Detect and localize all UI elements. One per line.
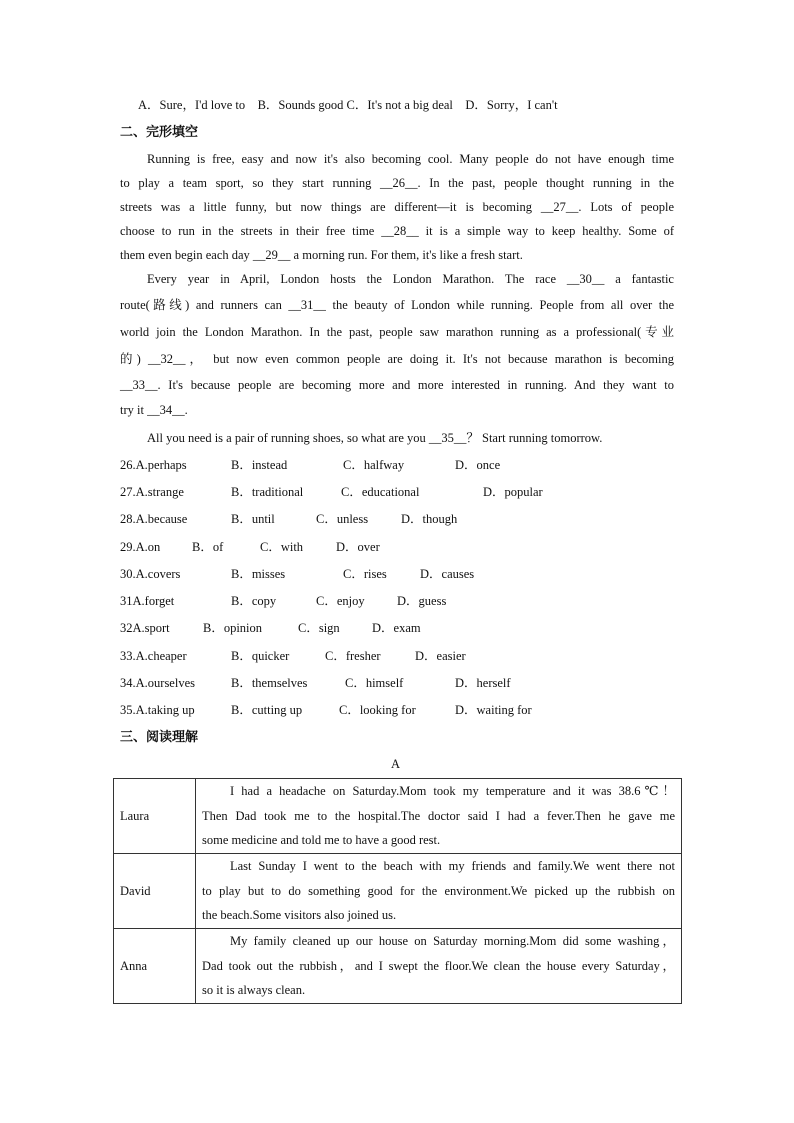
row-text-line: Then Dad took me to the hospital.The doctor said I had a fever.Then he gave me — [202, 808, 675, 823]
row-name: Anna — [114, 929, 196, 1004]
option-b: B．copy — [231, 594, 277, 608]
option-b: B．instead — [231, 458, 288, 472]
option-b: B．cutting up — [231, 703, 303, 717]
option-a: 30.A.covers — [120, 567, 181, 581]
option-c: C．rises — [343, 567, 387, 581]
option-c: C．looking for — [339, 703, 416, 717]
option-c: C．himself — [345, 676, 404, 690]
cloze-line: __33__. It's because people are becoming more and more interested in running. And they want to — [120, 378, 674, 392]
option-d: D．though — [401, 512, 458, 526]
row-text — [196, 854, 682, 929]
row-text-line: to play but to do something good for the environment.We picked up the rubbish on — [202, 883, 675, 898]
passage-label: A — [391, 757, 401, 771]
row-text-line: so it is always clean. — [202, 983, 306, 998]
option-a: 26.A.perhaps — [120, 458, 187, 472]
cloze-line: world join the London Marathon. In the past, people saw marathon running as a professional(专业 — [120, 325, 674, 339]
option-c: C．sign — [298, 621, 340, 635]
option-d: D．causes — [420, 567, 475, 581]
cloze-line: route(路线) and runners can __31__ the beauty of London while running. People from all over the — [120, 298, 674, 312]
section-heading-reading: 三、阅读理解 — [120, 730, 199, 745]
reading-table — [113, 778, 682, 1004]
row-text-line: My family cleaned up our house on Saturday morning.Mom did some washing， — [230, 934, 675, 949]
option-b: B．opinion — [203, 621, 263, 635]
option-b: B．until — [231, 512, 275, 526]
option-a: 33.A.cheaper — [120, 649, 187, 663]
option-b: B．of — [192, 540, 224, 554]
option-d: D．waiting for — [455, 703, 532, 717]
option-c: C．enjoy — [316, 594, 365, 608]
option-a: 34.A.ourselves — [120, 676, 195, 690]
cloze-line: them even begin each day __29__ a morning run. For them, it's like a fresh start. — [120, 248, 523, 262]
cloze-line: All you need is a pair of running shoes, so what are you __35__？ Start running tomorrow. — [147, 431, 603, 445]
table-row — [114, 779, 682, 854]
section-heading-cloze: 二、完形填空 — [120, 125, 199, 140]
row-text-line: some medicine and told me to have a good rest. — [202, 833, 441, 848]
option-d: D．easier — [415, 649, 466, 663]
option-d: D．once — [455, 458, 501, 472]
option-c: C．fresher — [325, 649, 381, 663]
cloze-line: to play a team sport, so they start running __26__. In the past, people thought running in the — [120, 176, 674, 190]
option-c: C．educational — [341, 485, 420, 499]
option-c: C．halfway — [343, 458, 405, 472]
option-a: 31A.forget — [120, 594, 175, 608]
row-text — [196, 779, 682, 854]
row-text-line: Dad took out the rubbish，and I swept the floor.We clean the house every Saturday， — [202, 958, 675, 973]
row-name: David — [114, 854, 196, 929]
option-b: B．traditional — [231, 485, 304, 499]
option-a: 32A.sport — [120, 621, 170, 635]
option-d: D．guess — [397, 594, 447, 608]
option-b: B．quicker — [231, 649, 290, 663]
row-text — [196, 929, 682, 1004]
cloze-line: Every year in April, London hosts the London Marathon. The race __30__ a fantastic — [147, 272, 674, 286]
previous-question-options: A．Sure，I'd love to B．Sounds good C．It's not a big deal D．Sorry，I can't — [138, 98, 558, 112]
row-text-line: I had a headache on Saturday.Mom took my temperature and it was 38.6℃！ — [230, 784, 675, 799]
option-a: 29.A.on — [120, 540, 161, 554]
option-b: B．misses — [231, 567, 286, 581]
option-c: C．unless — [316, 512, 369, 526]
table-row — [114, 854, 682, 929]
table-row — [114, 929, 682, 1004]
cloze-line: streets was a little funny, but now things are different—it is becoming __27__. Lots of people — [120, 200, 674, 214]
option-d: D．over — [336, 540, 380, 554]
row-text-line: the beach.Some visitors also joined us. — [202, 908, 397, 923]
option-a: 27.A.strange — [120, 485, 184, 499]
cloze-line: 的) __32__， but now even common people are doing it. It's not because marathon is becoming — [120, 352, 674, 366]
row-text-line: Last Sunday I went to the beach with my friends and family.We went there not — [230, 859, 675, 874]
option-d: D．exam — [372, 621, 421, 635]
option-a: 28.A.because — [120, 512, 188, 526]
option-d: D．popular — [483, 485, 543, 499]
cloze-line: try it __34__. — [120, 403, 188, 417]
option-d: D．herself — [455, 676, 511, 690]
cloze-line: Running is free, easy and now it's also becoming cool. Many people do not have enough time — [147, 152, 674, 166]
option-b: B．themselves — [231, 676, 308, 690]
option-a: 35.A.taking up — [120, 703, 195, 717]
option-c: C．with — [260, 540, 304, 554]
cloze-line: choose to run in the streets in their free time __28__ it is a simple way to keep healthy. Some of — [120, 224, 674, 238]
row-name: Laura — [114, 779, 196, 854]
